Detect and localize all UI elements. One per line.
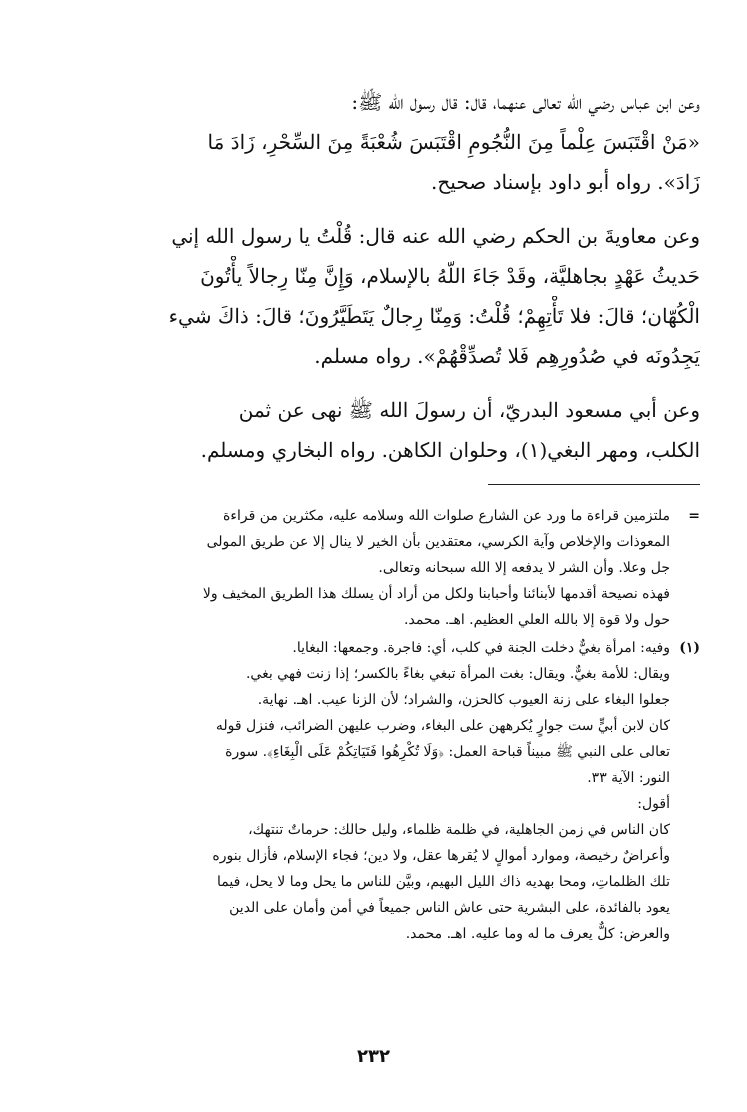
footnote-line: أقول:	[637, 796, 670, 812]
book-page	[52, 82, 700, 949]
text-line: وعن ابن عباس رضي الله تعالى عنهما، قال: قال رسول الله ﷺ:	[351, 90, 700, 114]
footnote-line: جعلوا البغاء على زنة العيوب كالحزن، والشراد؛ لأن الزنا عيب. اهـ. نهاية.	[257, 692, 670, 708]
hadith-ibn-abbas	[52, 82, 700, 202]
hadith-muawiya	[52, 216, 700, 376]
footnote-line: النور: الآية ٣٣.	[587, 770, 670, 786]
footnote-line: ويقال: للأمة بغيٌّ. ويقال: بغت المرأة تبغي بغاءً بالكسر؛ إذا زنت فهي بغي.	[245, 666, 670, 682]
footnote-line: وفيه: امرأة بغيٌّ دخلت الجنة في كلب، أي: فاجرة. وجمعها: البغايا.	[292, 640, 670, 656]
text-line: وعن أبي مسعود البدريّ، أن رسولَ الله ﷺ نهى عن ثمن	[238, 398, 700, 422]
footnote-line: المعوذات والإخلاص وآية الكرسي، معتقدين بأن الخير لا ينال إلا عن طريق المولى	[206, 534, 670, 550]
text-line: يَجِدُونَه في صُدُورِهِم فَلا تُصدِّقْهُمْ». رواه مسلم.	[314, 344, 700, 368]
footnote-line: كان لابن أبيٍّ ست جوارٍ يُكرههن على البغاء، وضرب عليهن الضرائب، فنزل قوله	[215, 718, 670, 734]
text-line: «مَنْ اقْتَبَسَ عِلْماً مِنَ النُّجُومِ اقْتَبَسَ شُعْبَةً مِنَ السِّحْرِ، زَادَ مَا	[207, 130, 700, 154]
footnote-line: وأعراضٌ رخيصة، وموارد أموالٍ لا يُقرها عقل، ولا دين؛ فجاء الإسلام، فأزال بنوره	[212, 848, 670, 864]
footnote-line: تعالى على النبي ﷺ مبيناً قباحة العمل: ﴿وَلَا تُكْرِهُوا فَتَيَاتِكُمْ عَلَى الْبِغَاءِ﴾. سورة	[225, 744, 670, 760]
text-line: حَديثُ عَهْدٍ بجاهليَّة، وقَدْ جَاءَ اللّهُ بالإسلام، وَإِنَّ مِنّا رِجالاً يأْتُونَ	[200, 264, 700, 288]
footnote-marker: =	[688, 508, 700, 524]
footnote-line: جل وعلا. وأن الشر لا يدفعه إلا الله سبحانه وتعالى.	[378, 560, 670, 576]
footnote-1	[52, 635, 700, 947]
text-line: الْكُهّان؛ قالَ: فلا تَأْتِهِمْ؛ قُلْتُ: وَمِنّا رِجالٌ يَتَطَيَّرُونَ؛ قالَ: ذاكَ شيء	[168, 304, 700, 328]
text-line: زَادَ». رواه أبو داود بإسناد صحيح.	[431, 170, 700, 194]
footnotes	[52, 503, 700, 947]
footnote-line: فهذه نصيحة أقدمها لأبنائنا وأحبابنا ولكل من أراد أن يسلك هذا الطريق المخيف ولا	[202, 586, 670, 602]
footnote-continuation	[52, 503, 700, 633]
main-text	[52, 82, 700, 470]
footnote-separator	[488, 484, 700, 485]
footnote-line: كان الناس في زمن الجاهلية، في ظلمة ظلماء، وليل حالك: حرماتٌ تنتهك،	[248, 822, 670, 838]
footnote-line: والعرض: كلٌّ يعرف ما له وما عليه. اهـ. محمد.	[405, 926, 670, 942]
hadith-abu-masud	[52, 390, 700, 470]
footnote-line: حول ولا قوة إلا بالله العلي العظيم. اهـ. محمد.	[404, 612, 670, 628]
footnote-marker: (١)	[679, 640, 700, 656]
page-number: ٢٣٢	[357, 1046, 390, 1067]
footnote-line: تلك الظلماتِ، ومحا بهديه ذاك الليل البهيم، وبيَّن للناس ما يحل وما لا يحل، فيما	[217, 874, 670, 890]
footnote-line: يعود بالفائدة، على البشرية حتى عاش الناس جميعاً في أمن وأمان على الدين	[229, 900, 670, 916]
text-line: الكلب، ومهر البغي(١)، وحلوان الكاهن. رواه البخاري ومسلم.	[200, 438, 700, 462]
text-line: وعن معاويةَ بن الحكم رضي الله عنه قال: قُلْتُ يا رسول الله إني	[171, 224, 700, 248]
footnote-line: ملتزمين قراءة ما ورد عن الشارع صلوات الله وسلامه عليه، مكثرين من قراءة	[223, 508, 670, 524]
